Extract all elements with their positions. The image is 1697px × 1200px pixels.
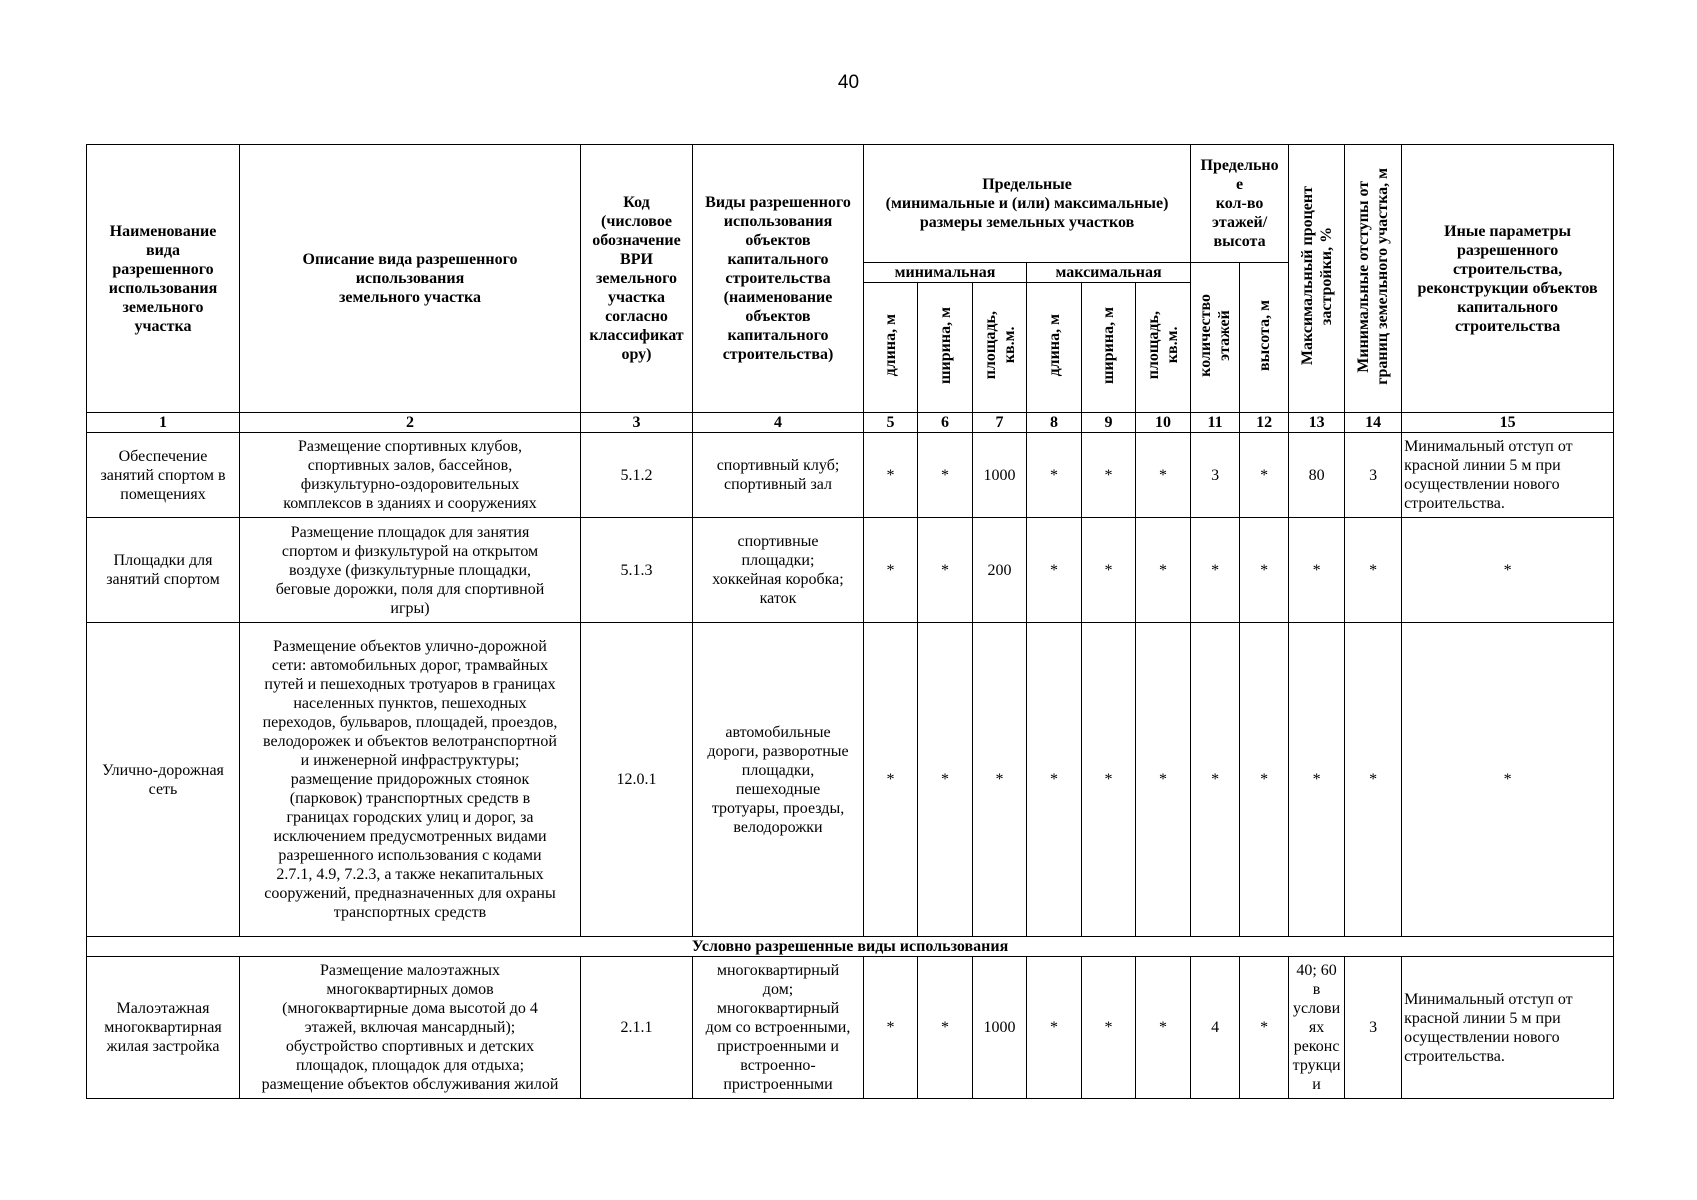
min-setback: 3 xyxy=(1345,957,1402,1099)
min-area: 1000 xyxy=(973,957,1027,1099)
construction-objects: спортивные площадки; хоккейная коробка; каток xyxy=(693,518,864,623)
min-length: * xyxy=(864,518,918,623)
use-name: Обеспечение занятий спортом в помещениях xyxy=(87,433,240,518)
construction-objects: многоквартирный дом; многоквартирный дом со встроенными, пристроенными и встроенно- пристроенными xyxy=(693,957,864,1099)
other-parameters: Минимальный отступ от красной линии 5 м при осуществлении нового строительства. xyxy=(1402,957,1614,1099)
header-land-plot-size-limits: Предельные (минимальные и (или) максимальные) размеры земельных участков xyxy=(864,145,1191,263)
column-number: 12 xyxy=(1240,413,1289,433)
column-number: 9 xyxy=(1082,413,1136,433)
column-number: 5 xyxy=(864,413,918,433)
max-area: * xyxy=(1136,518,1191,623)
height: * xyxy=(1240,957,1289,1099)
construction-objects: автомобильные дороги, разворотные площадки, пешеходные тротуары, проезды, велодорожки xyxy=(693,623,864,937)
column-number: 14 xyxy=(1345,413,1402,433)
min-width: * xyxy=(918,623,973,937)
height: * xyxy=(1240,518,1289,623)
other-parameters: Минимальный отступ от красной линии 5 м при осуществлении нового строительства. xyxy=(1402,433,1614,518)
height: * xyxy=(1240,433,1289,518)
header-min-length: длина, м xyxy=(864,283,918,413)
table-row xyxy=(87,518,1614,623)
floor-count: * xyxy=(1191,623,1240,937)
table-row xyxy=(87,957,1614,1099)
min-setback: * xyxy=(1345,623,1402,937)
max-length: * xyxy=(1027,957,1082,1099)
column-number-row xyxy=(87,413,1614,433)
other-parameters: * xyxy=(1402,518,1614,623)
min-length: * xyxy=(864,957,918,1099)
max-area: * xyxy=(1136,623,1191,937)
min-width: * xyxy=(918,433,973,518)
max-length: * xyxy=(1027,518,1082,623)
use-description: Размещение объектов улично-дорожной сети: автомобильных дорог, трамвайных путей и пешеходных тротуаров в границах населенных пунктов, пешеходных переходов, бульваров, площадей, проездов, велодорожек и объектов велотранспортной и инженерной инфраструктуры; размещение придорожных стоянок (парковок) транспортных средств в границах городских улиц и дорог, за исключением предусмотренных видами разрешенного использования с кодами 2.7.1, 4.9, 7.2.3, а также некапитальных сооружений, предназначенных для охраны транспортных средств xyxy=(240,623,581,937)
header-height: высота, м xyxy=(1240,263,1289,413)
height: * xyxy=(1240,623,1289,937)
min-setback: * xyxy=(1345,518,1402,623)
column-number: 7 xyxy=(973,413,1027,433)
max-area: * xyxy=(1136,433,1191,518)
column-number: 13 xyxy=(1289,413,1345,433)
header-floors-height-limit: Предельно е кол-во этажей/ высота xyxy=(1191,145,1289,263)
min-area: * xyxy=(973,623,1027,937)
use-code: 5.1.3 xyxy=(581,518,693,623)
min-area: 1000 xyxy=(973,433,1027,518)
table-row xyxy=(87,433,1614,518)
use-code: 5.1.2 xyxy=(581,433,693,518)
floor-count: 4 xyxy=(1191,957,1240,1099)
column-number: 15 xyxy=(1402,413,1614,433)
header-use-description: Описание вида разрешенного использования земельного участка xyxy=(240,145,581,413)
use-code: 12.0.1 xyxy=(581,623,693,937)
header-other-parameters: Иные параметры разрешенного строительства, реконструкции объектов капитального строительства xyxy=(1402,145,1614,413)
use-description: Размещение малоэтажных многоквартирных домов (многоквартирные дома высотой до 4 этажей, включая мансардный); обустройство спортивных и детских площадок, площадок для отдыха; размещение объектов обслуживания жилой xyxy=(240,957,581,1099)
page-number: 40 xyxy=(837,72,860,93)
header-floor-count: количество этажей xyxy=(1191,263,1240,413)
construction-objects: спортивный клуб; спортивный зал xyxy=(693,433,864,518)
max-building-percent: 80 xyxy=(1289,433,1345,518)
use-name: Улично-дорожная сеть xyxy=(87,623,240,937)
max-length: * xyxy=(1027,433,1082,518)
min-width: * xyxy=(918,518,973,623)
header-max-length: длина, м xyxy=(1027,283,1082,413)
max-width: * xyxy=(1082,623,1136,937)
header-max-width: ширина, м xyxy=(1082,283,1136,413)
header-max-area: площадь, кв.м. xyxy=(1136,283,1191,413)
max-length: * xyxy=(1027,623,1082,937)
use-name: Малоэтажная многоквартирная жилая застройка xyxy=(87,957,240,1099)
max-building-percent: * xyxy=(1289,623,1345,937)
use-code: 2.1.1 xyxy=(581,957,693,1099)
min-width: * xyxy=(918,957,973,1099)
section-header-row xyxy=(87,937,1614,957)
column-number: 6 xyxy=(918,413,973,433)
min-area: 200 xyxy=(973,518,1027,623)
column-number: 2 xyxy=(240,413,581,433)
column-number: 8 xyxy=(1027,413,1082,433)
header-max-building-percent: Максимальный процент застройки, % xyxy=(1289,145,1345,413)
max-building-percent: * xyxy=(1289,518,1345,623)
use-description: Размещение спортивных клубов, спортивных залов, бассейнов, физкультурно-оздоровительных комплексов в зданиях и сооружениях xyxy=(240,433,581,518)
other-parameters: * xyxy=(1402,623,1614,937)
column-number: 10 xyxy=(1136,413,1191,433)
table-row xyxy=(87,623,1614,937)
header-min-width: ширина, м xyxy=(918,283,973,413)
header-maximum-group: максимальная xyxy=(1027,263,1191,283)
header-permitted-use-name: Наименование вида разрешенного использования земельного участка xyxy=(87,145,240,413)
max-width: * xyxy=(1082,957,1136,1099)
min-length: * xyxy=(864,433,918,518)
max-area: * xyxy=(1136,957,1191,1099)
min-setback: 3 xyxy=(1345,433,1402,518)
use-description: Размещение площадок для занятия спортом и физкультурой на открытом воздухе (физкультурные площадки, беговые дорожки, поля для спортивной игры) xyxy=(240,518,581,623)
floor-count: * xyxy=(1191,518,1240,623)
header-min-setbacks: Минимальные отступы от границ земельного участка, м xyxy=(1345,145,1402,413)
max-width: * xyxy=(1082,433,1136,518)
header-minimum-group: минимальная xyxy=(864,263,1027,283)
max-building-percent: 40; 60 в услови ях реконс трукци и xyxy=(1289,957,1345,1099)
header-min-area: площадь, кв.м. xyxy=(973,283,1027,413)
column-number: 4 xyxy=(693,413,864,433)
floor-count: 3 xyxy=(1191,433,1240,518)
use-name: Площадки для занятий спортом xyxy=(87,518,240,623)
column-number: 11 xyxy=(1191,413,1240,433)
min-length: * xyxy=(864,623,918,937)
max-width: * xyxy=(1082,518,1136,623)
header-use-code: Код (числовое обозначение ВРИ земельного участка согласно классификат ору) xyxy=(581,145,693,413)
zoning-parameters-table xyxy=(86,144,1614,1099)
column-number: 1 xyxy=(87,413,240,433)
header-construction-object-types: Виды разрешенного использования объектов капитального строительства (наименование объектов капитального строительства) xyxy=(693,145,864,413)
column-number: 3 xyxy=(581,413,693,433)
section-title: Условно разрешенные виды использования xyxy=(87,937,1614,957)
